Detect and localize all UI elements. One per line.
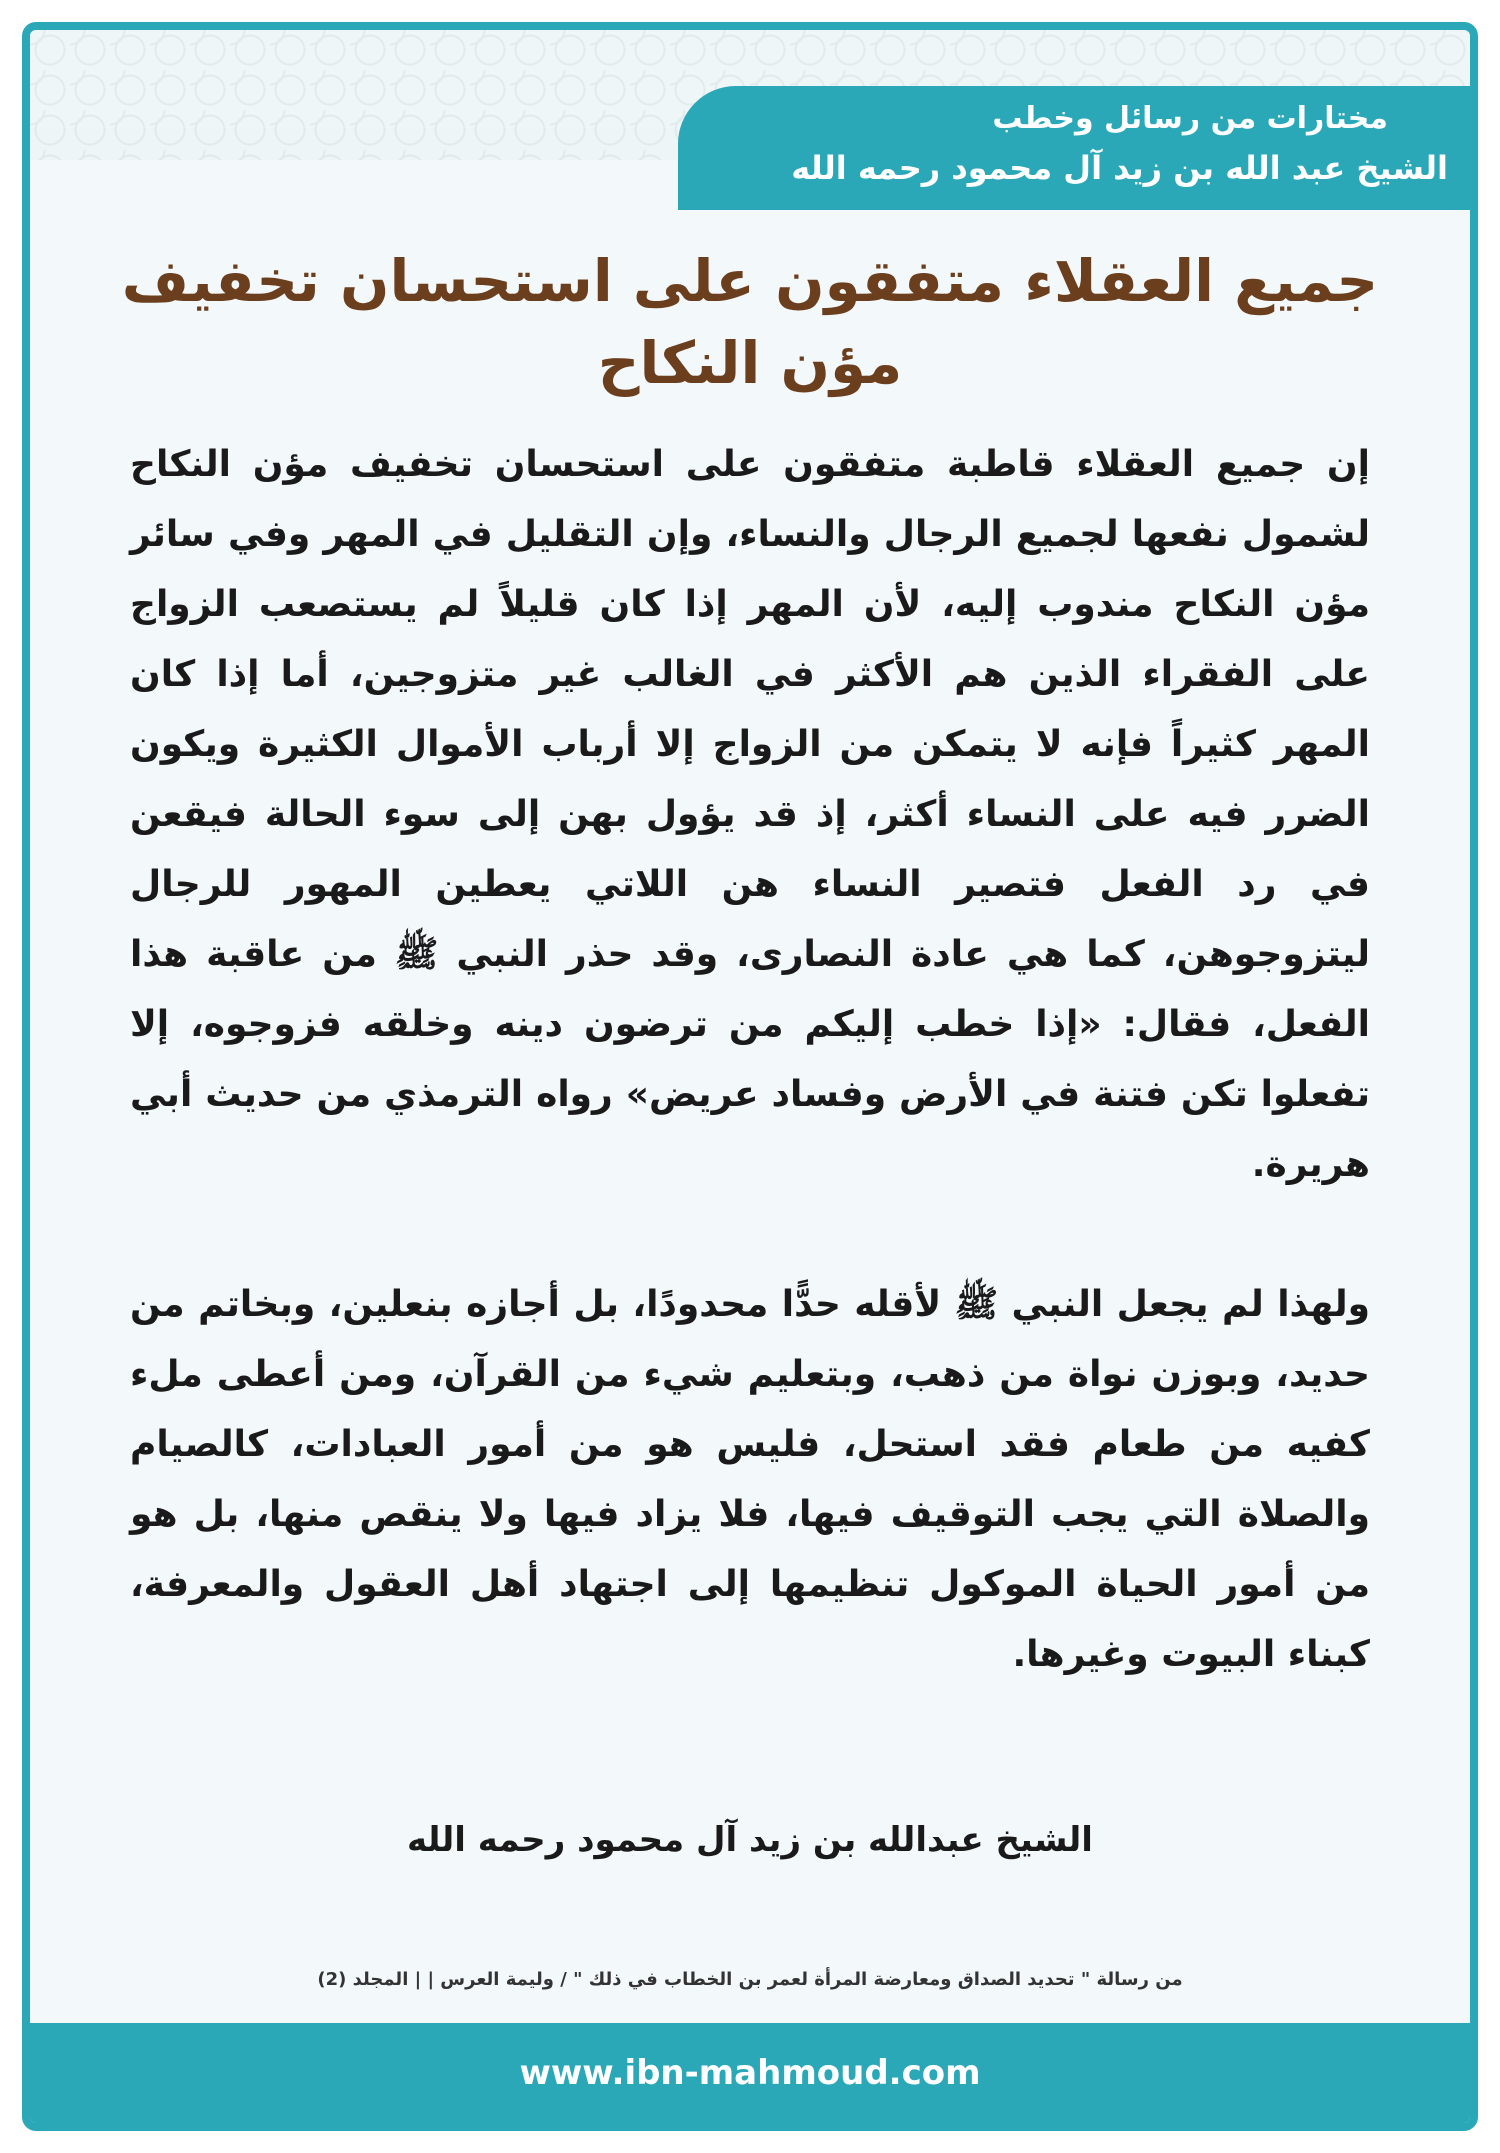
header-banner [678, 86, 1478, 210]
page-frame [22, 22, 1478, 2131]
article-body [130, 430, 1370, 1690]
website-link[interactable]: www.ibn-mahmoud.com [519, 2053, 981, 2093]
author-signature: الشيخ عبدالله بن زيد آل محمود رحمه الله [407, 1820, 1093, 1860]
article-title: جميع العقلاء متفقون على استحسان تخفيف مؤن النكاح [121, 247, 1379, 397]
article-paragraph-2: ولهذا لم يجعل النبي ﷺ لأقله حدًّا محدودًا، بل أجازه بنعلين، وبخاتم من حديد، وبوزن نواة من ذهب، وبتعليم شيء من القرآن، ومن أعطى ملء كفيه من طعام فقد استحل، فليس هو من أمور العبادات، كالصيام والصلاة التي يجب التوقيف فيها، فلا يزاد فيها ولا ينقص منها، بل هو من أمور الحياة الموكول تنظيمها إلى اجتهاد أهل العقول والمعرفة، كبناء البيوت وغيرها. [130, 1284, 1370, 1675]
footer-bar [30, 2023, 1470, 2123]
article-paragraph-1: إن جميع العقلاء قاطبة متفقون على استحسان تخفيف مؤن النكاح لشمول نفعها لجميع الرجال والنساء، وإن التقليل في المهر وفي سائر مؤن النكاح مندوب إليه، لأن المهر إذا كان قليلاً لم يستصعب الزواج على الفقراء الذين هم الأكثر في الغالب غير متزوجين، أما إذا كان المهر كثيراً فإنه لا يتمكن من الزواج إلا أرباب الأموال الكثيرة ويكون الضرر فيه على النساء أكثر، إذ قد يؤول بهن إلى سوء الحالة فيقعن في رد الفعل فتصير النساء هن اللاتي يعطين المهور للرجال ليتزوجوهن، كما هي عادة النصارى، وقد حذر النبي ﷺ من عاقبة هذا الفعل، فقال: «إذا خطب إليكم من ترضون دينه وخلقه فزوجوه، إلا تفعلوا تكن فتنة في الأرض وفساد عريض» رواه الترمذي من حديث أبي هريرة. [130, 444, 1370, 1185]
header-series-title: مختارات من رسائل وخطب [992, 101, 1388, 136]
source-citation: من رسالة " تحديد الصداق ومعارضة المرأة لعمر بن الخطاب في ذلك " / وليمة العرس | | المجلد (2) [317, 1969, 1183, 1990]
header-author-name: الشيخ عبد الله بن زيد آل محمود رحمه الله [791, 149, 1448, 187]
